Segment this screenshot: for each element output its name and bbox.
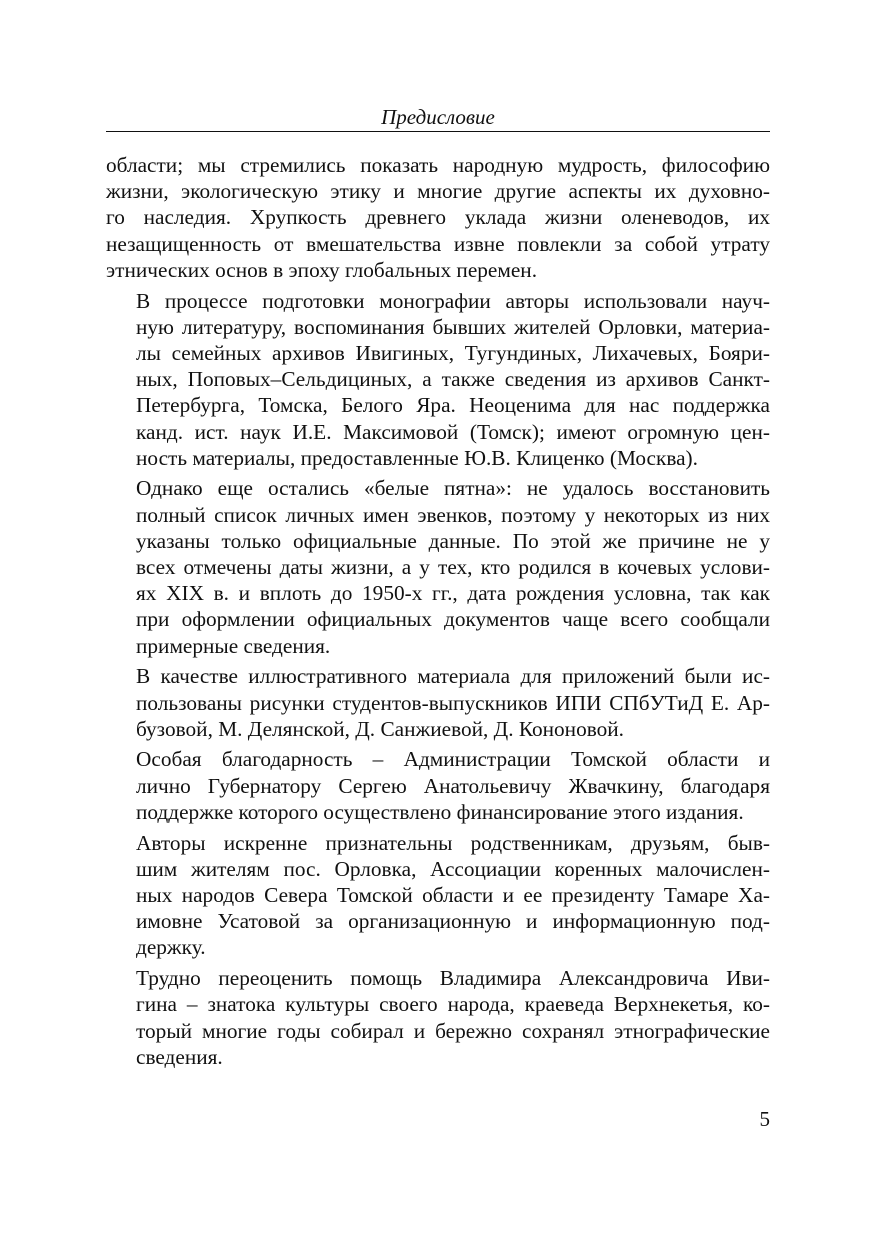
text-line: канд. ист. наук И.Е. Максимовой (Томск); имеют огромную цен- <box>136 419 770 444</box>
text-line: го наследия. Хрупкость древнего уклада жизни оленеводов, их <box>106 205 770 230</box>
body-text <box>106 152 770 1074</box>
text-line: ность материалы, предоставленные Ю.В. Клиценко (Москва). <box>136 445 698 470</box>
text-line: полный список личных имен эвенков, поэтому у некоторых из них <box>136 502 770 527</box>
text-line: поддержке которого осуществлено финансирование этого издания. <box>136 799 744 824</box>
running-title: Предисловие <box>381 105 495 129</box>
text-line: ных, Поповых–Сельдициных, а также сведения из архивов Санкт- <box>136 367 770 392</box>
header-rule <box>106 131 770 132</box>
text-line: шим жителям пос. Орловка, Ассоциации коренных малочислен- <box>136 856 770 881</box>
text-line: лично Губернатору Сергею Анатольевичу Жвачкину, благодаря <box>136 773 770 798</box>
paragraph-6 <box>106 830 770 961</box>
text-line: пользованы рисунки студентов-выпускников ИПИ СПбУТиД Е. Ар- <box>136 690 770 715</box>
paragraph-1 <box>106 152 770 283</box>
text-line: В процессе подготовки монографии авторы использовали науч- <box>136 288 770 313</box>
text-line: указаны только официальные данные. По этой же причине не у <box>136 528 770 553</box>
text-line: бузовой, М. Делянской, Д. Санжиевой, Д. Кононовой. <box>136 716 625 741</box>
text-line: держку. <box>136 935 206 960</box>
text-line: жизни, экологическую этику и многие другие аспекты их духовно- <box>106 179 770 204</box>
text-line: лы семейных архивов Ивигиных, Тугундиных, Лихачевых, Бояри- <box>136 340 770 365</box>
text-line: сведения. <box>136 1044 223 1069</box>
paragraph-5 <box>106 746 770 825</box>
text-line: области; мы стремились показать народную мудрость, философию <box>106 153 770 177</box>
paragraph-2 <box>106 288 770 471</box>
text-line: этнических основ в эпоху глобальных перемен. <box>106 257 538 282</box>
text-line: Однако еще остались «белые пятна»: не удалось восстановить <box>136 476 770 501</box>
text-line: имовне Усатовой за организационную и информационную под- <box>136 909 770 934</box>
paragraph-3 <box>106 475 770 658</box>
paragraph-7 <box>106 965 770 1070</box>
text-line: ях XIX в. и вплоть до 1950-х гг., дата рождения условна, так как <box>136 581 770 606</box>
text-line: при оформлении официальных документов чаще всего сообщали <box>136 607 770 632</box>
paragraph-4 <box>106 663 770 742</box>
text-line: Авторы искренне признательны родственникам, друзьям, быв- <box>136 830 770 855</box>
text-line: ных народов Севера Томской области и ее президенту Тамаре Ха- <box>136 882 770 907</box>
text-line: торый многие годы собирал и бережно сохранял этнографические <box>136 1018 770 1043</box>
text-line: незащищенность от вмешательства извне повлекли за собой утрату <box>106 231 770 256</box>
text-line: примерные сведения. <box>136 633 331 658</box>
text-line: Трудно переоценить помощь Владимира Александровича Иви- <box>136 966 770 991</box>
text-line: Петербурга, Томска, Белого Яра. Неоценима для нас поддержка <box>136 393 770 418</box>
text-line: В качестве иллюстративного материала для приложений были ис- <box>136 664 770 689</box>
page-number: 5 <box>759 1107 770 1131</box>
text-line: гина – знатока культуры своего народа, краеведа Верхнекетья, ко- <box>136 992 770 1017</box>
text-line: всех отмечены даты жизни, а у тех, кто родился в кочевых услови- <box>136 555 770 580</box>
text-line: ную литературу, воспоминания бывших жителей Орловки, материа- <box>136 314 770 339</box>
text-line: Особая благодарность – Администрации Томской области и <box>136 747 770 772</box>
